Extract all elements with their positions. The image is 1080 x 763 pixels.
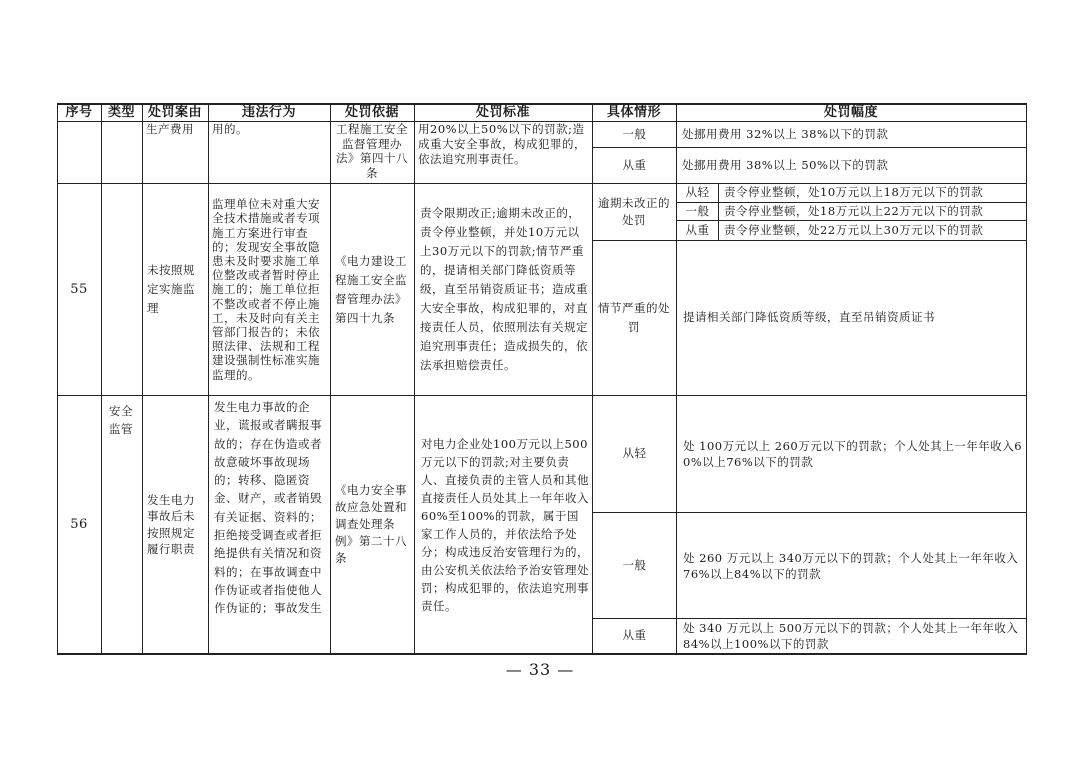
row-number: 56	[70, 516, 88, 532]
range-cell: 处挪用费用 38%以上 50%以下的罚款	[682, 157, 889, 172]
standard-cell: 对电力企业处100万元以上500万元以下的罚款;对主要负责人、直接负责的主管人员和其他直接责任人员处其上一年年收入60%至100%的罚款，属于国家工作人员的，并依法给予处分；构成违反治安管理行为的，由公安机关依法给予治安管理处罚；构成犯罪的，依法追究刑事责任。	[421, 437, 589, 613]
level-label: 从轻	[685, 185, 710, 200]
cause-cell: 未按照规定实施监理	[147, 263, 195, 315]
standard-cell: 用20%以上50%以下的罚款;造成重大安全事故，构成犯罪的，依法追究刑事责任。	[418, 122, 586, 166]
violation-cell: 用的。	[212, 122, 248, 136]
situation-label: 从重	[622, 628, 647, 643]
range-cell: 处 340 万元以上 500万元以下的罚款；个人处其上一年年收入84%以上100%以下的罚款	[683, 621, 1019, 651]
overdue-label: 逾期未改正的处罚	[598, 196, 670, 227]
range-cell: 处 260 万元以上 340万元以下的罚款；个人处其上一年年收入76%以上84%以下的罚款	[683, 550, 1019, 581]
range-cell: 处 100万元以上 260万元以下的罚款；个人处其上一年年收入60%以上76%以下的罚款	[683, 439, 1023, 469]
situation-label: 从轻	[622, 446, 647, 461]
header-basis: 处罚依据	[344, 104, 399, 120]
header-no: 序号	[65, 104, 93, 120]
range-cell: 提请相关部门降低资质等级，直至吊销资质证书	[683, 310, 935, 325]
basis-cell: 《电力建设工程施工安全监督管理办法》第四十九条	[335, 253, 407, 325]
basis-cell: 《电力安全事故应急处置和调查处理条例》第二十八条	[335, 483, 407, 565]
situation-label: 从重	[622, 157, 647, 172]
header-type: 类型	[107, 104, 135, 120]
range-cell: 责令停业整顿，处10万元以上18万元以下的罚款	[724, 185, 984, 200]
basis-cell: 工程施工安全监督管理办法》第四十八条	[336, 122, 408, 180]
violation-cell: 监理单位未对重大安全技术措施或者专项施工方案进行审查的；发现安全事故隐患未及时要求施工单位整改或者暂时停止施工的；施工单位拒不整改或者不停止施工，未及时向有关主管部门报告的；未依照法律、法规和工程建设强制性标准实施监理的。	[212, 197, 320, 382]
page-number: — 33 —	[505, 660, 575, 679]
cause-cell: 发生电力事故后未按照规定履行职责	[147, 492, 195, 556]
range-cell: 处挪用费用 32%以上 38%以下的罚款	[682, 126, 889, 141]
row-number: 55	[70, 281, 88, 297]
header-violation: 违法行为	[241, 104, 296, 120]
header-standard: 处罚标准	[475, 104, 530, 120]
cause-cell: 生产费用	[146, 122, 194, 136]
standard-cell: 责令限期改正;逾期未改正的，责令停业整顿，并处10万元以上30万元以下的罚款;情节严重的，提请相关部门降低资质等级，直至吊销资质证书；造成重大安全事故，构成犯罪的，对直接责任人员，依照刑法有关规定追究刑事责任；造成损失的，依法承担赔偿责任。	[420, 206, 588, 372]
header-range: 处罚幅度	[823, 104, 878, 120]
header-situation: 具体情形	[606, 104, 661, 120]
situation-label: 一般	[622, 557, 647, 572]
level-label: 从重	[685, 222, 710, 237]
level-label: 一般	[685, 203, 710, 218]
serious-label: 情节严重的处罚	[598, 301, 670, 334]
header-cause: 处罚案由	[147, 104, 202, 120]
situation-label: 一般	[622, 126, 647, 141]
range-cell: 责令停业整顿，处18万元以上22万元以下的罚款	[724, 203, 984, 218]
type-cell: 安全监管	[109, 404, 133, 436]
range-cell: 责令停业整顿，处22万元以上30万元以下的罚款	[724, 222, 984, 237]
violation-cell: 发生电力事故的企业，谎报或者瞒报事故的；存在伪造或者故意破坏事故现场的；转移、隐匿资金、财产，或者销毁有关证据、资料的；拒绝接受调查或者拒绝提供有关情况和资料的；在事故调查中作伪证或者指使他人作伪证的；事故发生	[214, 400, 322, 616]
